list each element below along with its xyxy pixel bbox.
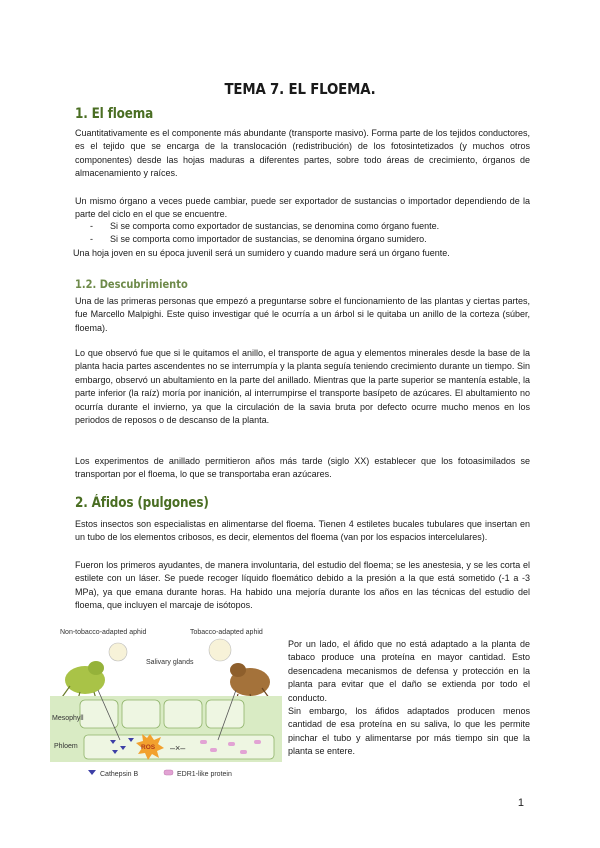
legend-edr1: EDR1-like protein (177, 771, 232, 778)
paragraph: Una de las primeras personas que empezó a preguntarse sobre el funcionamiento de las plantas y ciertas partes, fue Marcello Malpighi. Este quiso investigar qué le ocurría a un árbol si le quitaba un anillo de la corteza (súber, floema). (75, 296, 530, 333)
paragraph: Estos insectos son especialistas en alimentarse del floema. Tienen 4 estiletes bucales tubulares que insertan en un tubo de los elementos cribosos, es decir, elementos del floema (van por los espacios intercelulares). (75, 519, 530, 543)
figure-caption-column (288, 638, 530, 759)
bullet-item: Si se comporta como importador de sustancias, se denomina órgano sumidero. (110, 234, 427, 244)
salivary-gland-icon (109, 643, 127, 661)
paragraph: Por un lado, el áfido que no está adaptado a la planta de tabaco produce una proteína en mayor cantidad. Esto desencadena mecanismos de defensa y protección en la planta para evitar que el daño se extienda por todo el conducto. (288, 639, 530, 703)
paragraph: Sin embargo, los áfidos adaptados producen menos cantidad de esa proteína en su saliva, lo que les permite pinchar el tubo y alimentarse por más tiempo sin que la planta se entere. (288, 706, 530, 757)
edr1-marker (200, 740, 207, 744)
paragraph: Una hoja joven en su época juvenil será un sumidero y cuando madure será un órgano fuente. (73, 248, 450, 258)
legend-cathepsin: Cathepsin B (100, 771, 139, 778)
salivary-gland-icon (209, 639, 231, 661)
paragraph: Fueron los primeros ayudantes, de manera involuntaria, del estudio del floema; se les anestesia, y se les corta el estilete con un láser. Se puede recoger líquido floemático debido a la presión a la que está sometido (-1 a -3 MPa), ya que emana durante horas. Ha habido una mejoría durante los años en las técnicas del estudio del floema, que incluyen el marcaje de isótopos. (75, 560, 530, 611)
bullet-dash: - (90, 234, 93, 244)
edr1-legend-icon (164, 770, 173, 775)
figure-label-adapted: Tobacco-adapted aphid (190, 629, 263, 636)
paragraph: Un mismo órgano a veces puede cambiar, puede ser exportador de sustancias o importador dependiendo de la parte del ciclo en el que se encuentre. (75, 196, 530, 220)
bullet-item: Si se comporta como exportador de sustancias, se denomina como órgano fuente. (110, 221, 440, 231)
page-number: 1 (517, 797, 524, 809)
section-heading-descubrimiento: 1.2. Descubrimiento (75, 277, 188, 291)
svg-text:–×–: –×– (170, 743, 186, 753)
page-title: TEMA 7. EL FLOEMA. (224, 80, 376, 98)
figure-label-salivary: Salivary glands (146, 659, 194, 666)
figure-label-non-adapted: Non-tobacco-adapted aphid (60, 629, 147, 636)
paragraph: Los experimentos de anillado permitieron años más tarde (siglo XX) establecer que los fotoasimilados se transportan por el floema, lo que se transportaba eran azúcares. (75, 456, 530, 480)
figure-label-phloem: Phloem (54, 743, 78, 750)
section-heading-afidos: 2. Áfidos (pulgones) (75, 495, 209, 511)
figure-label-ros: ROS (141, 744, 156, 751)
section-heading-floema: 1. El floema (75, 106, 154, 122)
figure-label-mesophyll: Mesophyll (52, 715, 84, 722)
paragraph: Lo que observó fue que si le quitamos el anillo, el transporte de agua y elementos minerales desde la base de la planta hacia partes ascendentes no se interrumpía y la planta seguía teniendo crecimiento durante un tiempo. Sin embargo, observó un abultamiento en la parte del anillado. Mientras que la parte superior se mantenía estable, la parte inferior (la raíz) moría por inanición, al interrumpirse el transporte basípeto de azúcares. El abultamiento no ocurría durante el invierno, ya que la circulación de la savia bruta por defecto ocurre mucho menos en los periodos de reposos o de descanso de la planta. (75, 348, 530, 426)
paragraph: Cuantitativamente es el componente más abundante (transporte masivo). Forma parte de los tejidos conductores, es el tejido que se encarga de la translocación (redistribución) de los fotosintetizados (y muchos otros componentes) desde las hojas maduras a diferentes partes, sobre todo áreas de crecimiento, órganos de almacenamiento y raíces. (75, 128, 530, 179)
aphid-phloem-figure (50, 620, 282, 786)
bullet-dash: - (90, 221, 93, 231)
